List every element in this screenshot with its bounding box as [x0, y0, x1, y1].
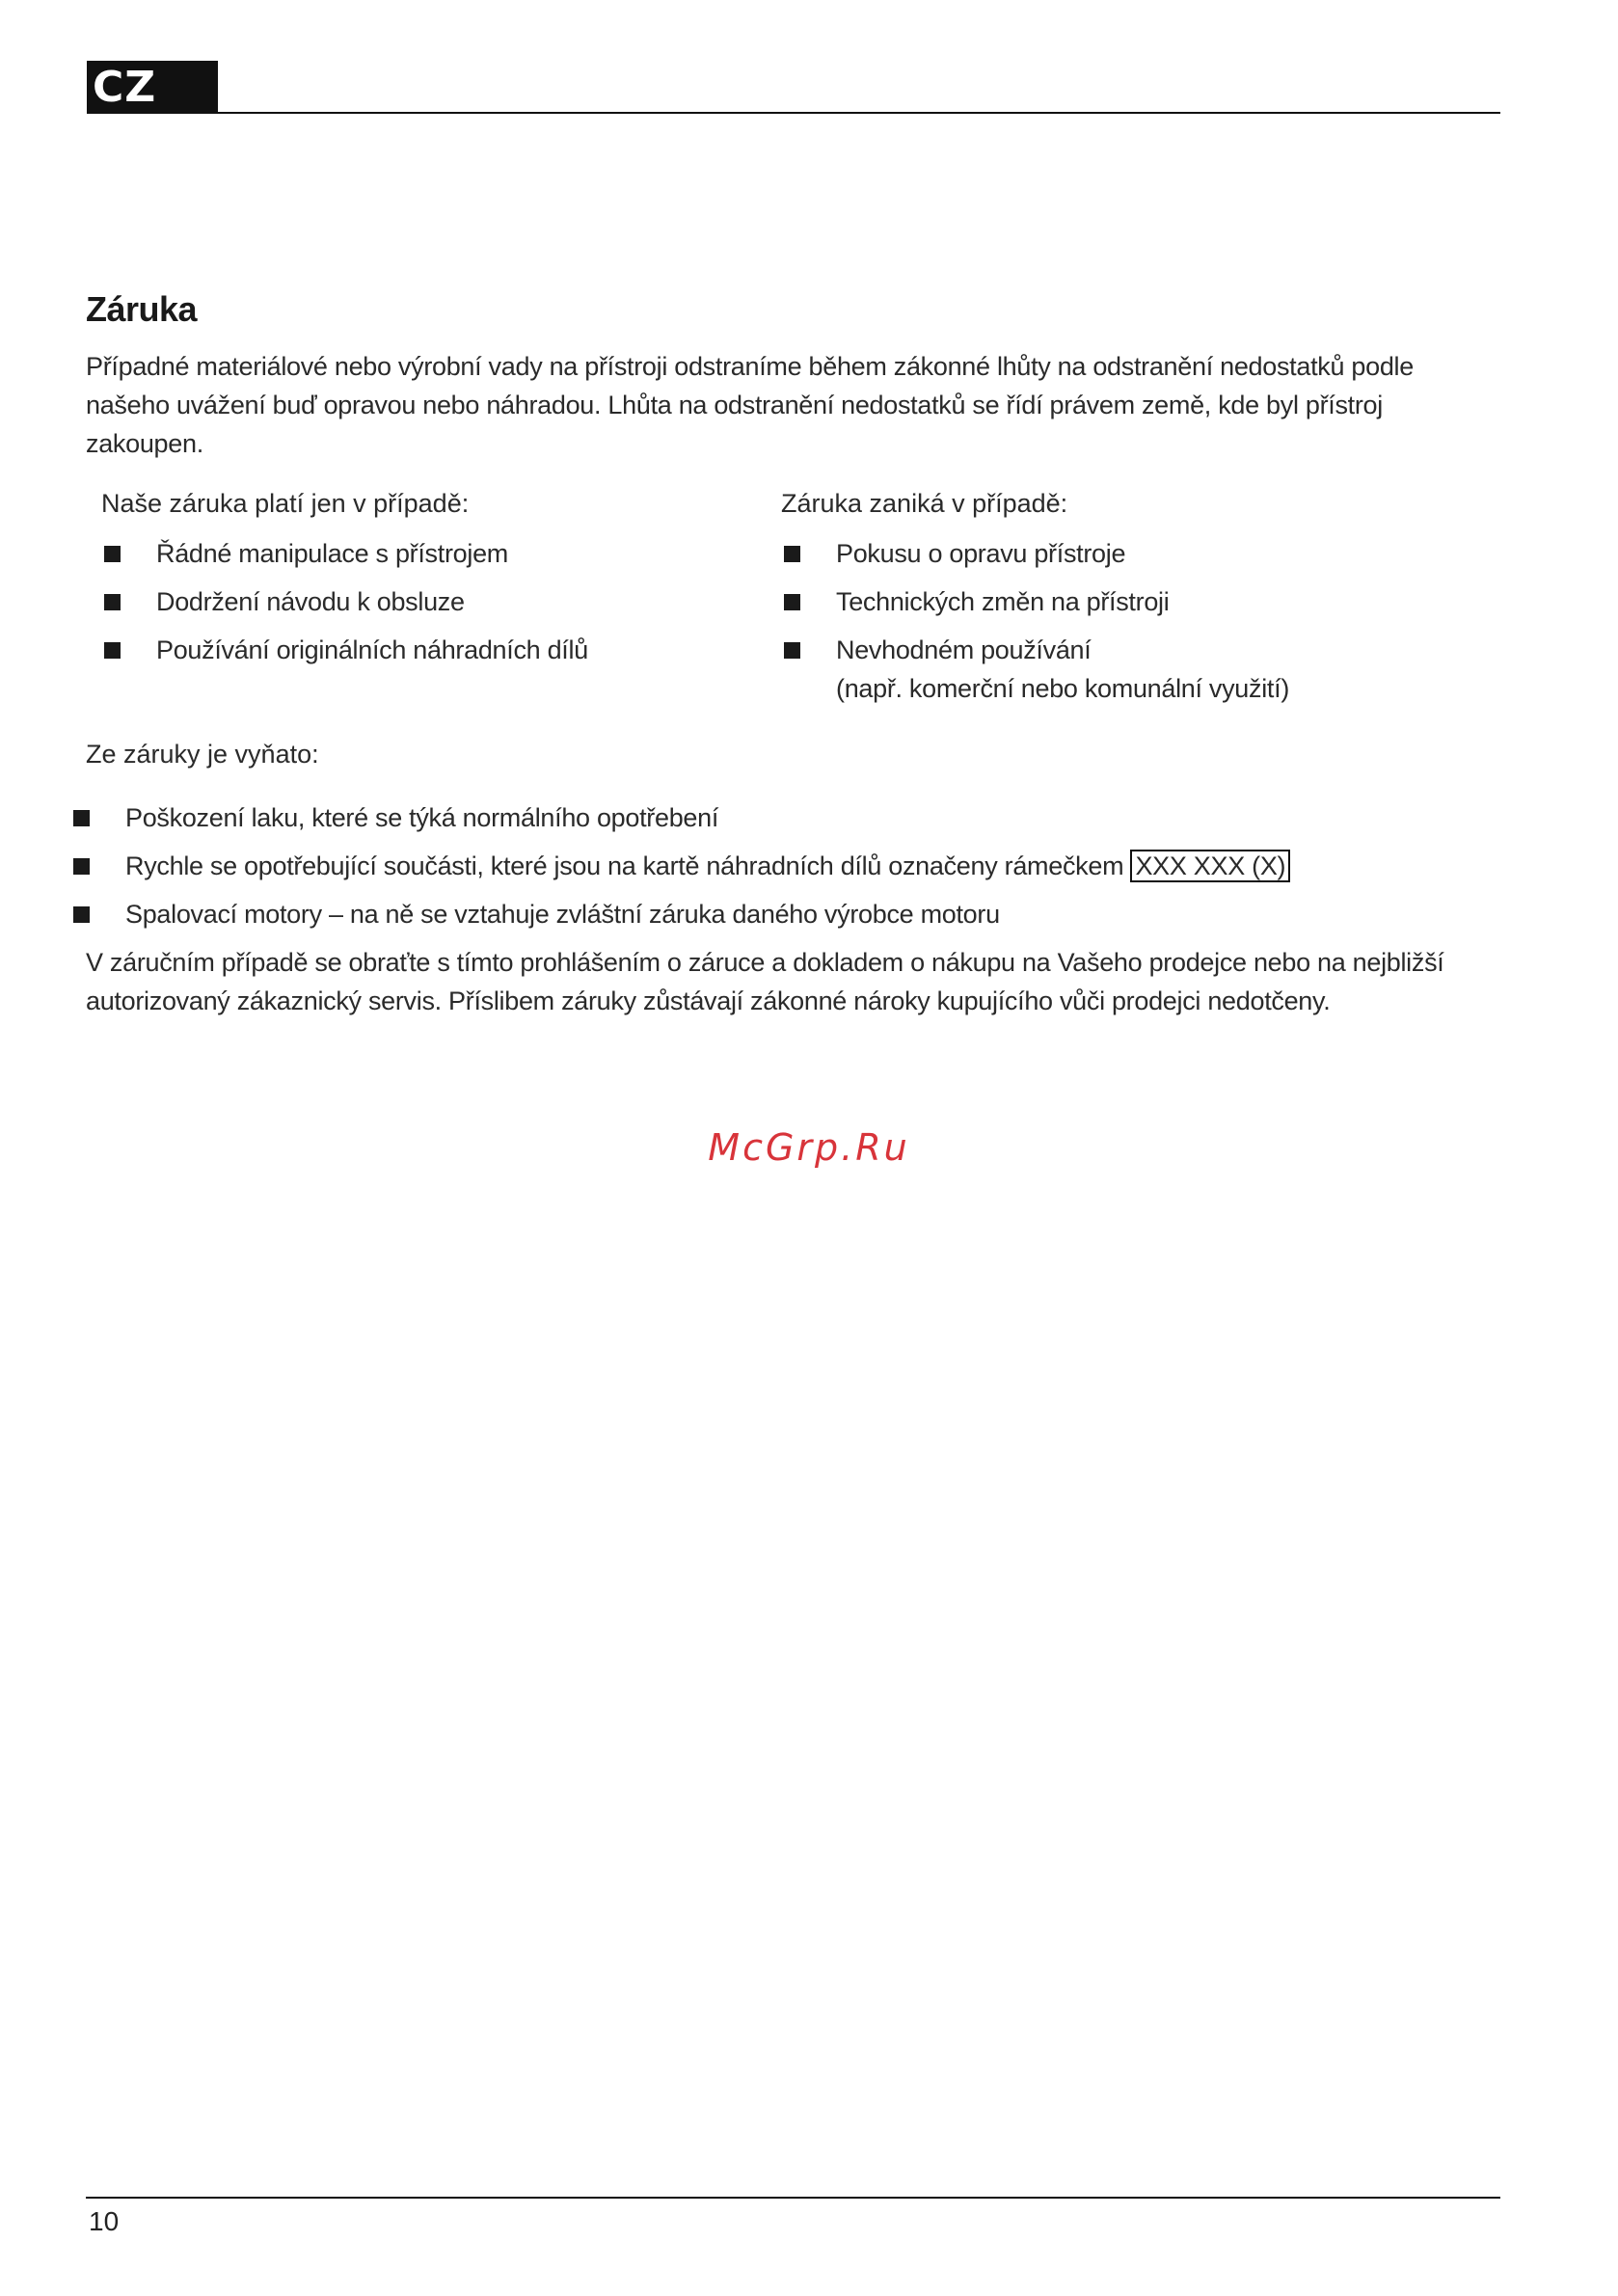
- list-item-text: Řádné manipulace s přístrojem: [156, 539, 508, 568]
- warranty-section: [86, 289, 1503, 1020]
- language-tab: CZ: [87, 61, 218, 114]
- void-conditions: [781, 484, 1461, 717]
- intro-paragraph: Případné materiálové nebo výrobní vady na přístroji odstraníme během zákonné lhůty na odstranění nedostatků podle našeho uvážení buď opravou nebo náhradou. Lhůta na odstranění nedostatků se řídí právem země, kde byl přístroj zakoupen.: [86, 352, 1414, 458]
- list-item: [70, 798, 1503, 837]
- square-bullet-icon: [73, 906, 90, 923]
- square-bullet-icon: [104, 546, 121, 562]
- closing-paragraph: V záručním případě se obraťte s tímto prohlášením o záruce a dokladem o nákupu na Vašeho prodejce nebo na nejbližší autorizovaný zákaznický servis. Příslibem záruky zůstávají zákonné nároky kupujícího vůči prodejci nedotčeny.: [86, 948, 1444, 1015]
- section-title: Záruka: [86, 289, 198, 329]
- list-item: [101, 582, 781, 621]
- list-item-text: Pokusu o opravu přístroje: [836, 539, 1126, 568]
- header-rule: [218, 112, 1500, 114]
- void-heading: Záruka zaniká v případě:: [781, 489, 1068, 518]
- list-item-text: Technických změn na přístroji: [836, 587, 1170, 616]
- list-item-text: Dodržení návodu k obsluze: [156, 587, 465, 616]
- list-item-text: Rychle se opotřebující součásti, které jsou na kartě náhradních dílů označeny rámečkem: [125, 851, 1124, 880]
- valid-list: [101, 534, 781, 669]
- list-item: [781, 534, 1461, 573]
- list-item-note: (např. komerční nebo komunální využití): [836, 674, 1290, 703]
- excluded-heading: Ze záruky je vyňato:: [86, 740, 319, 769]
- list-item-text: Spalovací motory – na ně se vztahuje zvláštní záruka daného výrobce motoru: [125, 900, 1000, 929]
- conditions-columns: [86, 484, 1503, 717]
- list-item-text: Poškození laku, které se týká normálního opotřebení: [125, 803, 719, 832]
- list-item: [101, 631, 781, 669]
- square-bullet-icon: [104, 594, 121, 610]
- square-bullet-icon: [73, 858, 90, 875]
- list-item-text: Nevhodném používání: [836, 635, 1092, 664]
- list-item: [70, 847, 1503, 885]
- square-bullet-icon: [784, 642, 800, 659]
- void-list: [781, 534, 1461, 708]
- square-bullet-icon: [73, 810, 90, 826]
- valid-conditions: [86, 484, 781, 717]
- part-code-box: XXX XXX (X): [1130, 850, 1290, 882]
- square-bullet-icon: [104, 642, 121, 659]
- valid-heading: Naše záruka platí jen v případě:: [101, 489, 470, 518]
- excluded-list: [70, 798, 1503, 933]
- list-item: [781, 631, 1461, 708]
- list-item: [781, 582, 1461, 621]
- square-bullet-icon: [784, 546, 800, 562]
- list-item: [101, 534, 781, 573]
- list-item: [70, 895, 1503, 933]
- watermark-link[interactable]: McGrp.Ru: [708, 1126, 910, 1169]
- footer-rule: [86, 2197, 1500, 2199]
- square-bullet-icon: [784, 594, 800, 610]
- page-number: 10: [89, 2206, 120, 2236]
- list-item-text: Používání originálních náhradních dílů: [156, 635, 588, 664]
